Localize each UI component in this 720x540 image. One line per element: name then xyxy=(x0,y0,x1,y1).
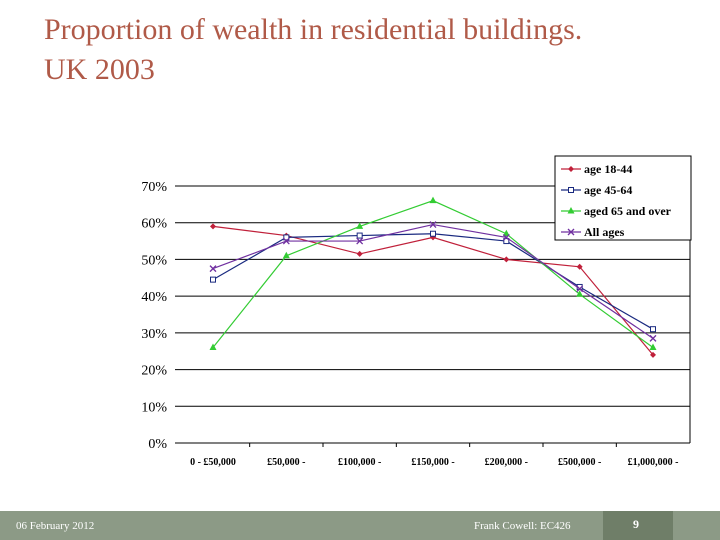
page-number-box xyxy=(603,511,673,540)
legend-label: age 45-64 xyxy=(584,183,633,197)
data-point xyxy=(650,344,657,351)
data-point xyxy=(357,233,362,238)
data-point xyxy=(430,197,437,204)
slide-footer xyxy=(0,511,720,540)
data-point xyxy=(210,266,216,272)
legend-label: All ages xyxy=(584,225,625,239)
data-point xyxy=(357,251,363,257)
legend-marker xyxy=(569,188,574,193)
y-tick-label: 0% xyxy=(148,437,167,452)
y-tick-label: 40% xyxy=(141,290,167,306)
footer-author: Frank Cowell: EC426 xyxy=(474,520,571,532)
data-point xyxy=(211,277,216,282)
x-tick-label: £1,000,000 - xyxy=(627,457,679,468)
data-point xyxy=(651,327,656,332)
x-tick-label: £200,000 - xyxy=(484,457,529,468)
data-point xyxy=(503,256,509,262)
footer-date: 06 February 2012 xyxy=(16,520,95,532)
y-tick-label: 30% xyxy=(141,326,167,342)
y-tick-label: 60% xyxy=(141,216,167,232)
y-tick-label: 70% xyxy=(141,180,167,195)
data-point xyxy=(210,223,216,229)
y-tick-label: 20% xyxy=(141,363,167,379)
legend-label: age 18-44 xyxy=(584,162,633,176)
x-tick-label: 0 - £50,000 xyxy=(190,457,236,468)
slide-title-line-2: UK 2003 xyxy=(44,53,155,86)
y-tick-label: 10% xyxy=(141,400,167,416)
slide-title-line-1: Proportion of wealth in residential buildings. xyxy=(44,13,583,46)
x-tick-label: £100,000 - xyxy=(337,457,382,468)
x-tick-label: £500,000 - xyxy=(557,457,602,468)
legend-label: aged 65 and over xyxy=(584,204,671,218)
y-tick-label: 50% xyxy=(141,253,167,269)
x-tick-label: £50,000 - xyxy=(267,457,306,468)
data-point xyxy=(431,231,436,236)
page-number: 9 xyxy=(633,517,639,531)
data-point xyxy=(650,335,656,341)
x-tick-label: £150,000 - xyxy=(411,457,455,468)
series-line xyxy=(213,234,653,329)
